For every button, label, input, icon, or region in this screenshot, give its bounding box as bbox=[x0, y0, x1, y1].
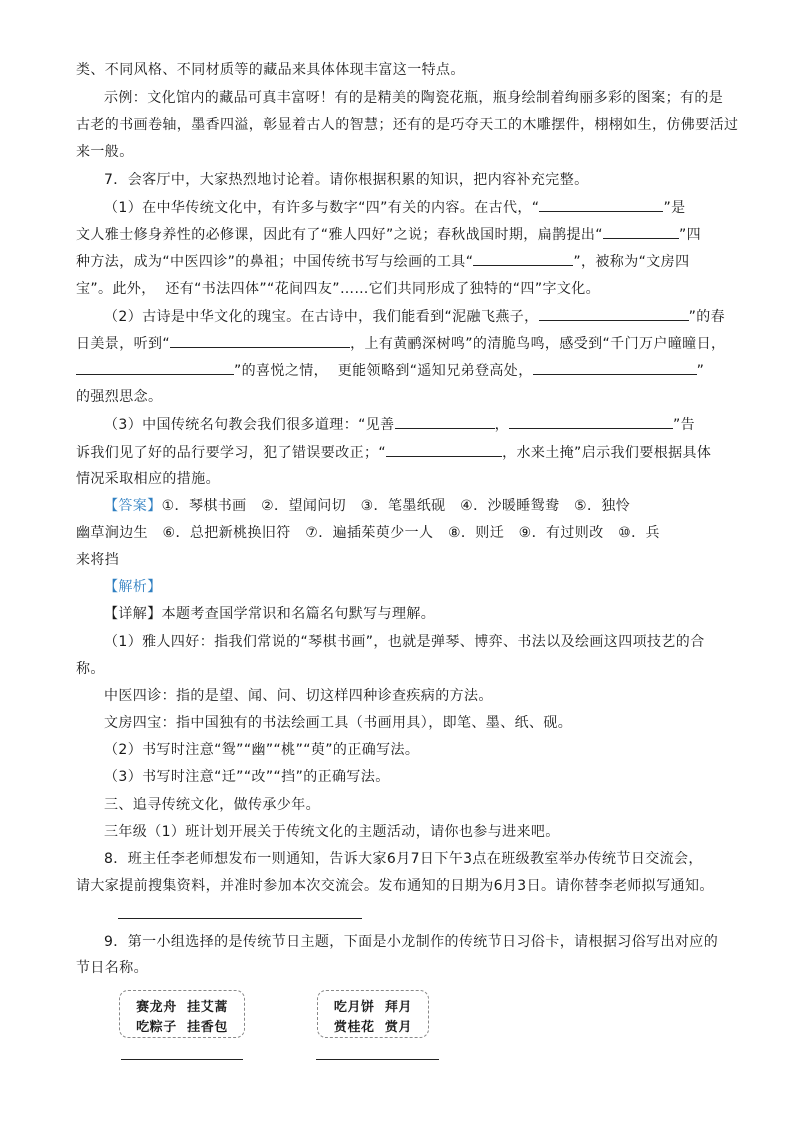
text-line: （3）中国传统名句教会我们很多道理：“见善 ， ”告 bbox=[104, 414, 695, 435]
text-line: 文房四宝：指中国独有的书法绘画工具（书画用具），即笔、墨、纸、砚。 bbox=[104, 715, 573, 731]
text-line: 中医四诊：指的是望、闻、问、切这样四种诊查疾病的方法。 bbox=[104, 688, 493, 704]
text-line: 节日名称。 bbox=[76, 960, 148, 976]
answer-blank[interactable] bbox=[533, 360, 697, 375]
answer-blank[interactable] bbox=[603, 224, 679, 239]
text-line: 来一般。 bbox=[76, 144, 134, 160]
custom-card-mid-autumn bbox=[317, 990, 429, 1038]
card-custom-line: 赛龙舟 挂艾蒿 bbox=[136, 1000, 228, 1015]
answer-blank[interactable] bbox=[473, 251, 573, 266]
text-line: （3）书写时注意“迁”“改”“挡”的正确写法。 bbox=[104, 769, 390, 785]
text-line: 宝”。此外， 还有“书法四体”“花间四友”……它们共同形成了独特的“四”字文化。 bbox=[76, 281, 601, 297]
answer-blank[interactable] bbox=[539, 306, 689, 321]
custom-card-dragon-boat bbox=[119, 990, 245, 1038]
festival-answer-line[interactable] bbox=[121, 1059, 243, 1060]
section-heading: 三、追寻传统文化，做传承少年。 bbox=[104, 797, 320, 813]
answer-blank[interactable] bbox=[386, 442, 502, 457]
text-line: （1）在中华传统文化中，有许多与数字“四”有关的内容。在古代，“ ”是 bbox=[104, 197, 686, 218]
text-line: 三年级（1）班计划开展关于传统文化的主题活动，请你也参与进来吧。 bbox=[104, 824, 560, 840]
text-line: 文人雅士修身养性的必修课，因此有了“雅人四好”之说；春秋战国时期，扁鹊提出“ ”四 bbox=[76, 224, 701, 245]
text-line: 类、不同风格、不同材质等的藏品来具体体现丰富这一特点。 bbox=[76, 62, 465, 78]
answer-blank[interactable] bbox=[395, 414, 495, 429]
text-line: （2）书写时注意“鸳”“幽”“桃”“萸”的正确写法。 bbox=[104, 742, 420, 758]
text-line: 诉我们见了好的品行要学习，犯了错误要改正；“ ，水来土掩”启示我们要根据具体 bbox=[76, 442, 711, 463]
card-custom-line: 赏桂花 赏月 bbox=[333, 1020, 413, 1035]
text-line: 古老的书画卷轴，墨香四溢，彰显着古人的智慧；还有的是巧夺天工的木雕摆件，栩栩如生，仿佛要活过 bbox=[76, 117, 739, 133]
text-line: （2）古诗是中华文化的瑰宝。在古诗中，我们能看到“泥融飞燕子， ”的春 bbox=[104, 306, 725, 327]
question-8-title: 8．班主任李老师想发布一则通知，告诉大家6月7日下午3点在班级教室举办传统节日交流会， bbox=[104, 851, 703, 867]
card-custom-line: 吃月饼 拜月 bbox=[333, 1000, 413, 1015]
answer-blank[interactable] bbox=[509, 414, 673, 429]
card-custom-line: 吃粽子 挂香包 bbox=[136, 1020, 228, 1035]
answer-line: 幽草涧边生 ⑥．总把新桃换旧符 ⑦．遍插茱萸少一人 ⑧．则迁 ⑨．有过则改 ⑩．兵 bbox=[76, 525, 660, 541]
text-line: 的强烈思念。 bbox=[76, 389, 163, 405]
notice-answer-line[interactable] bbox=[118, 918, 362, 919]
answer-line: 【答案】①．琴棋书画 ②．望闻问切 ③．笔墨纸砚 ④．沙暖睡鸳鸯 ⑤．独怜 bbox=[104, 498, 631, 514]
text-line: 【详解】本题考查国学常识和名篇名句默写与理解。 bbox=[104, 606, 436, 622]
question-9-title: 9．第一小组选择的是传统节日主题，下面是小龙制作的传统节日习俗卡，请根据习俗写出对应的 bbox=[104, 934, 719, 950]
text-line: 称。 bbox=[76, 661, 105, 677]
text-line: 日美景，听到“ ，上有黄鹂深树鸣”的清脆鸟鸣，感受到“千门万户曈曈日， bbox=[76, 333, 725, 354]
answer-label: 【答案】 bbox=[104, 498, 162, 514]
text-line: 请大家提前搜集资料，并准时参加本次交流会。发布通知的日期为6月3日。请你替李老师拟写通知。 bbox=[76, 878, 714, 894]
answer-line: 来将挡 bbox=[76, 552, 120, 568]
text-line: ”的喜悦之情， 更能领略到“遥知兄弟登高处， ” bbox=[76, 360, 704, 381]
text-line: （1）雅人四好：指我们常说的“琴棋书画”，也就是弹琴、博弈、书法以及绘画这四项技艺的合 bbox=[104, 634, 705, 650]
analysis-label: 【解析】 bbox=[104, 579, 162, 595]
answer-blank[interactable] bbox=[539, 197, 663, 212]
festival-answer-line[interactable] bbox=[316, 1059, 439, 1060]
text-line: 种方法，成为“中医四诊”的鼻祖；中国传统书写与绘画的工具“ ”，被称为“文房四 bbox=[76, 251, 689, 272]
answer-blank[interactable] bbox=[76, 360, 234, 375]
question-7-title: 7．会客厅中，大家热烈地讨论着。请你根据积累的知识，把内容补充完整。 bbox=[104, 172, 589, 188]
example-line: 示例：文化馆内的藏品可真丰富呀！有的是精美的陶瓷花瓶，瓶身绘制着绚丽多彩的图案；有的是 bbox=[104, 90, 724, 106]
text-line: 情况采取相应的措施。 bbox=[76, 471, 220, 487]
answer-blank[interactable] bbox=[170, 333, 350, 348]
